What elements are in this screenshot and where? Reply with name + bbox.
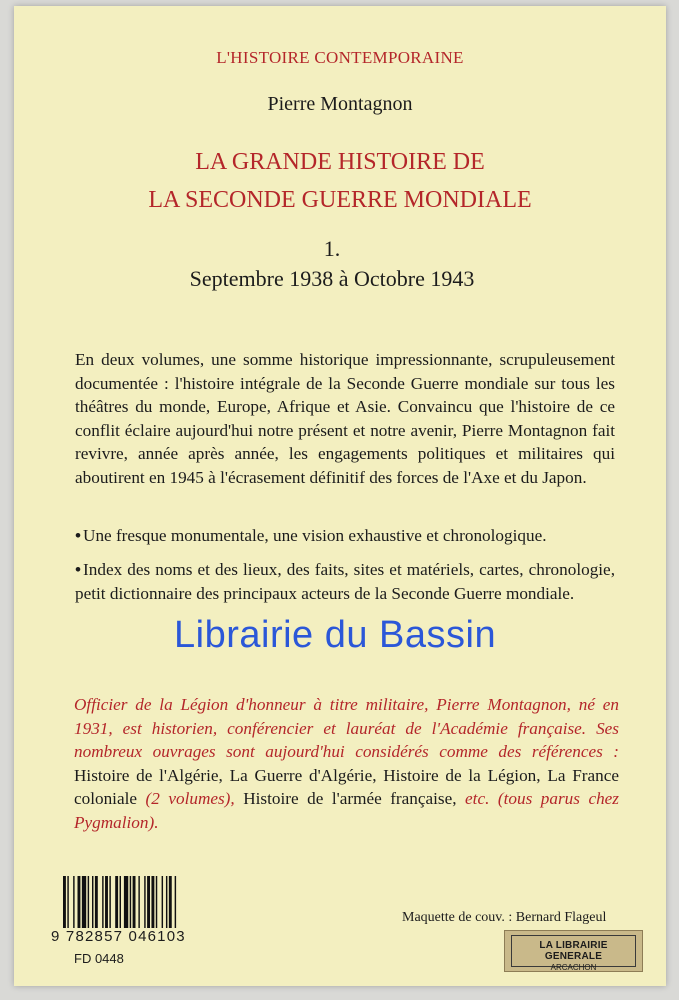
price-sticker (504, 930, 643, 972)
sticker-shop-name: LA LIBRAIRIE GENERALE (539, 940, 608, 962)
isbn-number: 9 782857 046103 (51, 928, 186, 945)
bullet-text: Index des noms et des lieux, des faits, sites et matériels, cartes, chronologie, petit dictionnaire des principaux acteurs de la Seconde Guerre mondiale. (75, 560, 615, 603)
bio-books: Histoire de l'armée française, (243, 789, 457, 808)
bullet-text: Une fresque monumentale, une vision exhaustive et chronologique. (83, 526, 547, 545)
bullet-item (75, 524, 615, 548)
bio-note: (2 volumes), (145, 789, 235, 808)
bullet-icon: • (75, 560, 82, 579)
bio-intro: Officier de la Légion d'honneur à titre militaire, Pierre Montagnon, né en 1931, est historien, conférencier et lauréat de l'Académie française. Ses nombreux ouvrages sont aujourd'hui considérés comme des références : (74, 695, 619, 761)
author-name: Pierre Montagnon (267, 93, 413, 115)
book-back-cover (14, 6, 666, 986)
volume-period: Septembre 1938 à Octobre 1943 (189, 266, 475, 291)
book-title-line-2: LA SECONDE GUERRE MONDIALE (148, 187, 532, 213)
author-biography (74, 693, 619, 834)
barcode-block (51, 876, 216, 946)
bio-books: Histoire de l'Algérie, La Guerre d'Algérie, Histoire de la Légion, La France coloniale (74, 765, 619, 808)
product-code: FD 0448 (74, 951, 124, 966)
bio-note: etc. (tous parus chez Pygmalion). (74, 789, 619, 832)
sticker-frame (511, 935, 636, 972)
series-name: L'HISTOIRE CONTEMPORAINE (216, 48, 464, 67)
bookseller-watermark: Librairie du Bassin (174, 614, 497, 656)
description-paragraph: En deux volumes, une somme historique impressionnante, scrupuleusement documentée : l'histoire intégrale de la Seconde Guerre mondiale sur tous les théâtres du monde, Europe, Afrique et Asie. Convaincu que l'histoire de ce conflit éclaire aujourd'hui notre présent et notre avenir, Pierre Montagnon fait revivre, année après année, les engagements politiques et militaires qui aboutirent en 1945 à l'écrasement définitif des forces de l'Axe et du Japon. (75, 350, 615, 487)
barcode-icon (63, 876, 211, 928)
bullet-icon: • (75, 526, 82, 545)
bullet-item (75, 558, 615, 605)
sticker-city: ARCACHON (550, 963, 597, 972)
book-title-line-1: LA GRANDE HISTOIRE DE (195, 149, 485, 175)
volume-number: 1. (323, 236, 341, 261)
cover-design-credit: Maquette de couv. : Bernard Flageul (402, 910, 607, 925)
